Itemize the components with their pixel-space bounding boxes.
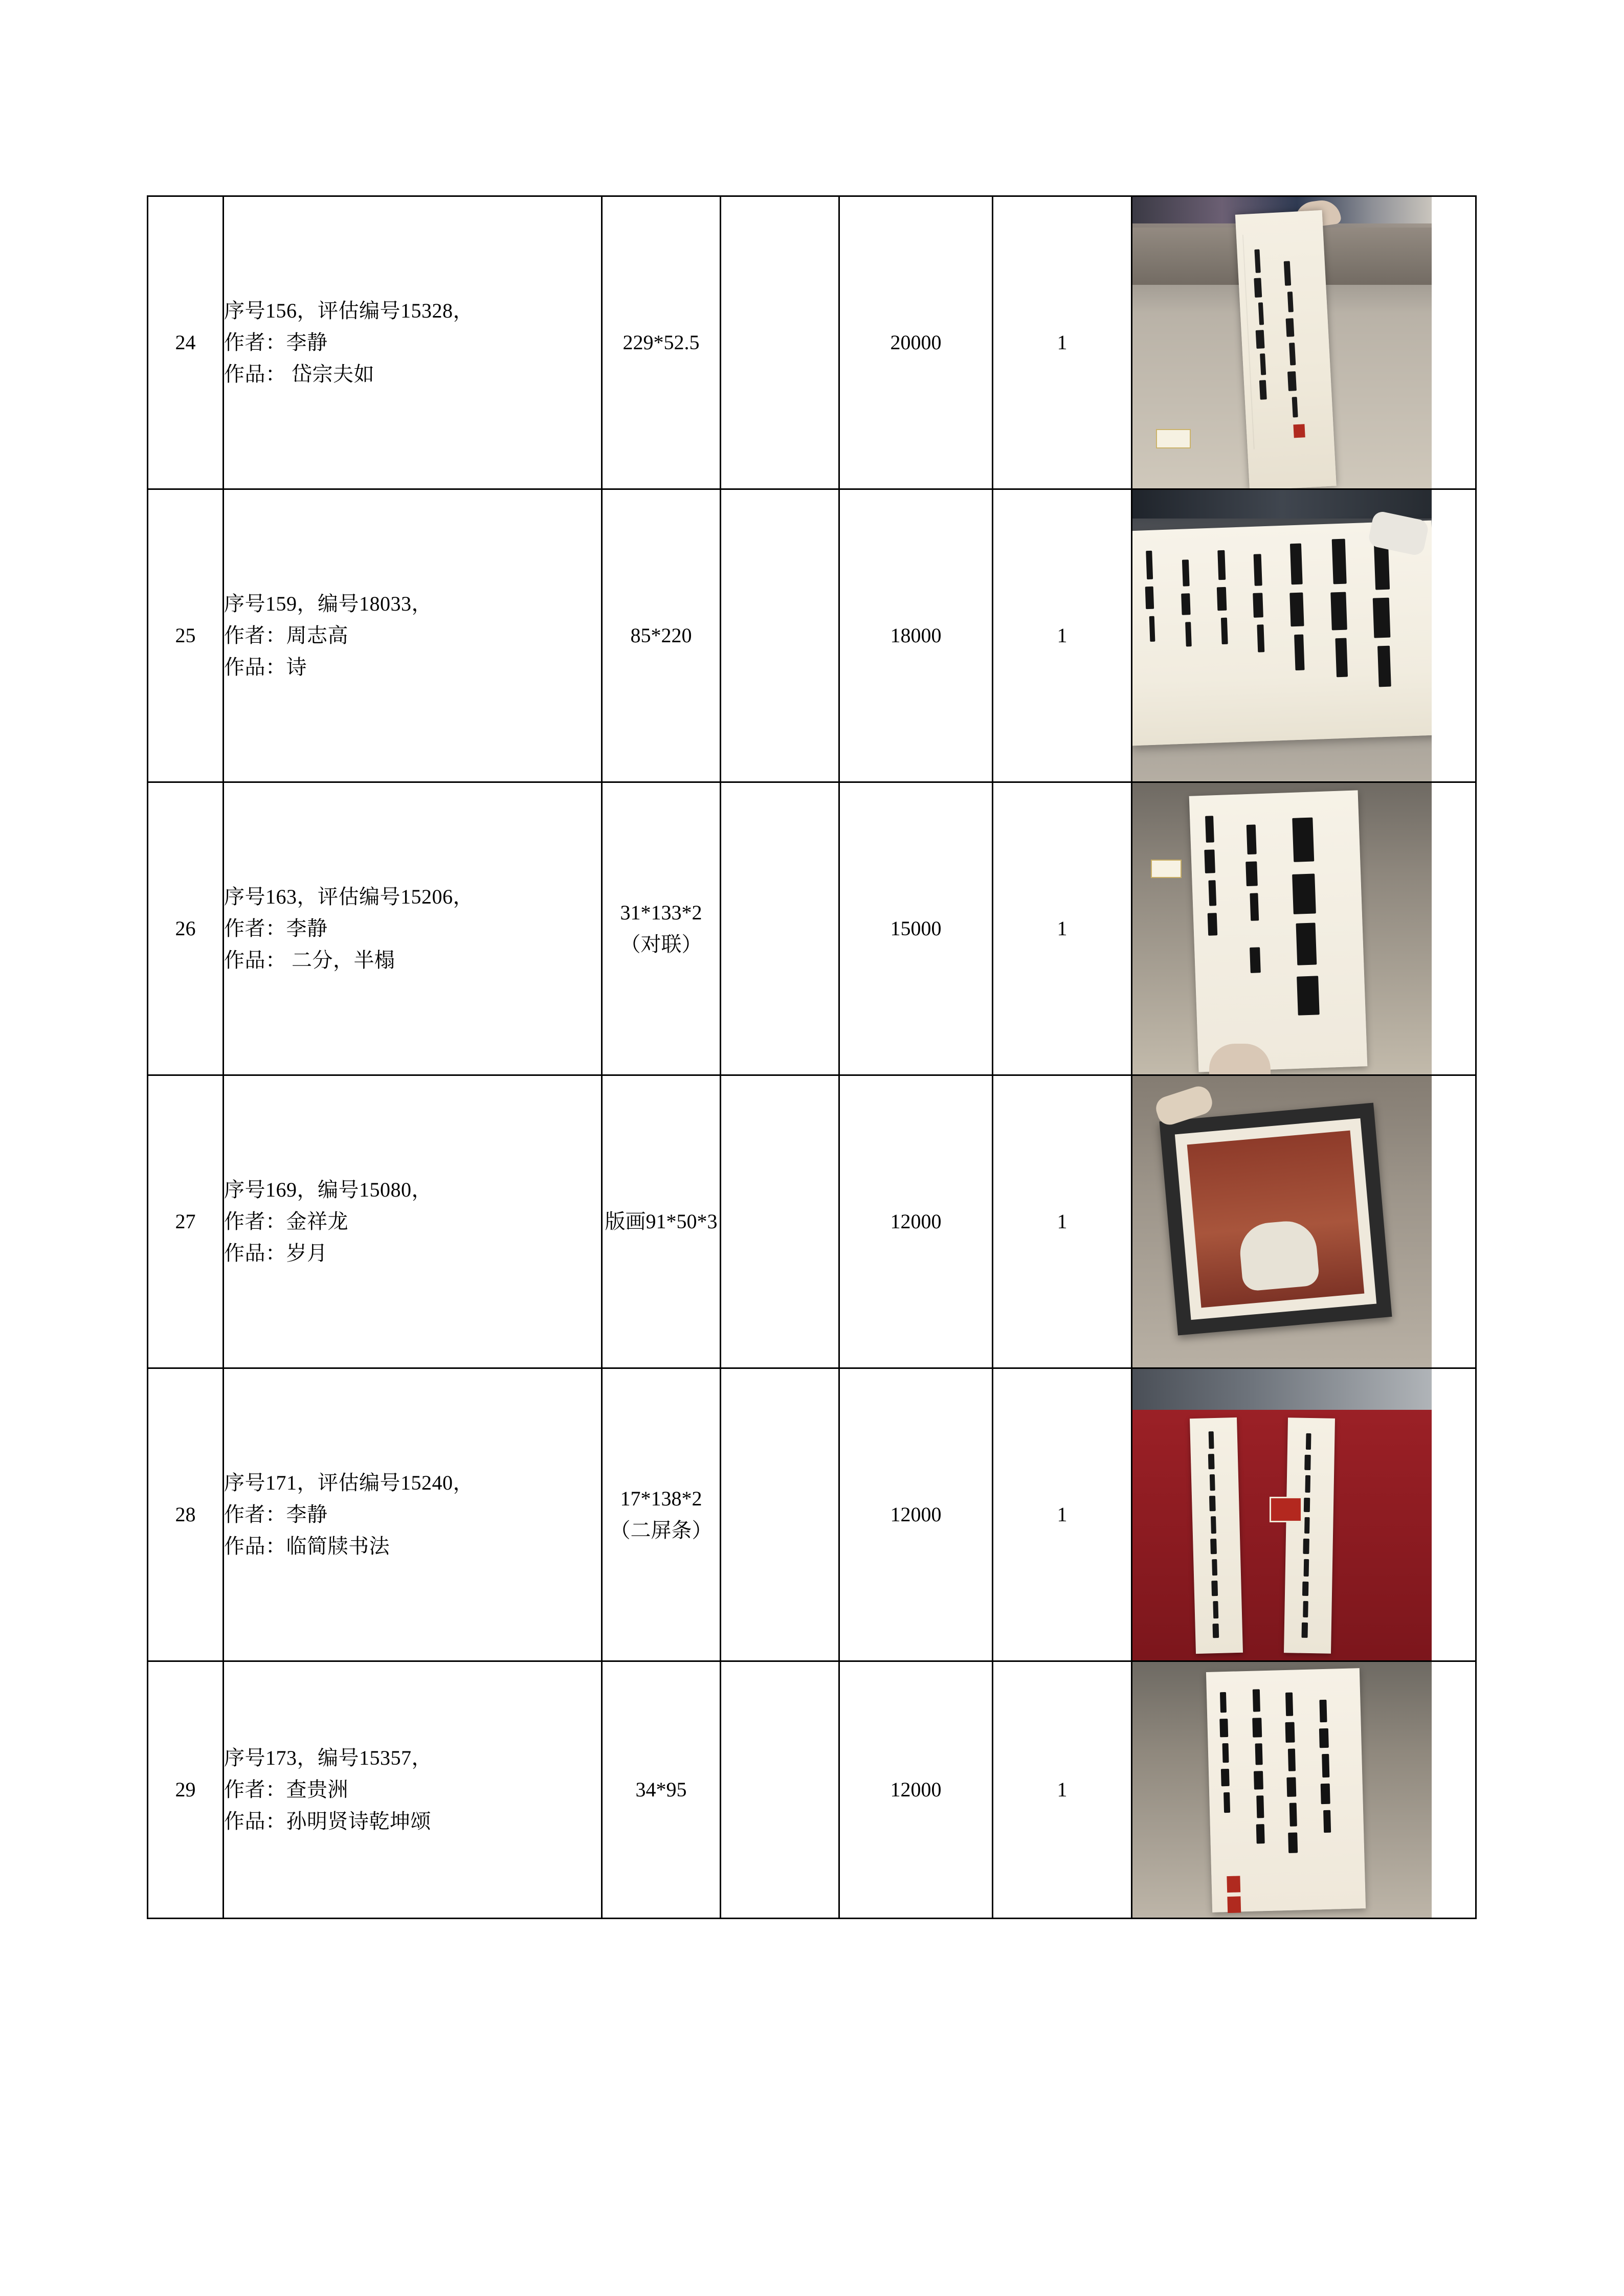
row-trailing-cell	[1431, 1368, 1476, 1661]
desc-line-1: 序号156，评估编号15328，	[224, 299, 474, 322]
row-blank-cell	[721, 782, 839, 1075]
desc-line-1: 序号163，评估编号15206，	[224, 885, 474, 908]
desc-line-3: 作品：诗	[224, 656, 307, 679]
framed-print-photo	[1132, 1076, 1432, 1367]
desc-line-3: 作品：岁月	[224, 1242, 328, 1265]
wide-calligraphy-sheet-photo	[1132, 490, 1432, 781]
row-size: 34*95	[602, 1661, 721, 1919]
desc-line-3: 作品：临简牍书法	[224, 1535, 390, 1558]
red-banner-strips-photo	[1132, 1369, 1432, 1660]
row-trailing-cell	[1431, 1075, 1476, 1368]
couplet-scroll-photo	[1132, 783, 1432, 1074]
desc-line-3: 作品： 二分，半榻	[224, 949, 395, 972]
row-trailing-cell	[1431, 782, 1476, 1075]
row-trailing-cell	[1431, 489, 1476, 782]
row-price: 18000	[839, 489, 993, 782]
row-image-cell	[1132, 489, 1431, 782]
desc-line-3: 作品： 岱宗夫如	[224, 363, 374, 386]
desc-line-1: 序号169，编号15080，	[224, 1178, 432, 1201]
row-size: 31*133*2（对联）	[602, 782, 721, 1075]
row-description	[224, 1368, 602, 1661]
table-row	[148, 489, 1476, 782]
desc-line-2: 作者：周志高	[224, 624, 348, 647]
row-blank-cell	[721, 489, 839, 782]
row-quantity: 1	[993, 1368, 1132, 1661]
row-size: 版画91*50*3	[602, 1075, 721, 1368]
row-index: 29	[148, 1661, 224, 1919]
row-price: 15000	[839, 782, 993, 1075]
row-quantity: 1	[993, 196, 1132, 489]
table-row	[148, 1368, 1476, 1661]
row-size: 85*220	[602, 489, 721, 782]
table-row	[148, 196, 1476, 489]
row-index: 27	[148, 1075, 224, 1368]
row-index: 25	[148, 489, 224, 782]
row-description	[224, 489, 602, 782]
row-blank-cell	[721, 1368, 839, 1661]
table-row	[148, 782, 1476, 1075]
hanging-scroll-calligraphy-photo	[1132, 197, 1432, 488]
desc-line-3: 作品：孙明贤诗乾坤颂	[224, 1810, 431, 1833]
row-image-cell	[1132, 1661, 1431, 1919]
row-quantity: 1	[993, 1075, 1132, 1368]
row-price: 12000	[839, 1661, 993, 1919]
row-quantity: 1	[993, 1661, 1132, 1919]
row-index: 28	[148, 1368, 224, 1661]
row-size: 229*52.5	[602, 196, 721, 489]
desc-line-2: 作者：查贵洲	[224, 1778, 348, 1801]
vertical-calligraphy-scroll-photo	[1132, 1662, 1432, 1918]
row-blank-cell	[721, 1075, 839, 1368]
row-size: 17*138*2（二屏条）	[602, 1368, 721, 1661]
desc-line-2: 作者：李静	[224, 917, 328, 940]
row-price: 12000	[839, 1368, 993, 1661]
artwork-inventory-table-wrapper	[147, 195, 1475, 1919]
desc-line-1: 序号171，评估编号15240，	[224, 1471, 474, 1494]
row-trailing-cell	[1431, 1661, 1476, 1919]
row-quantity: 1	[993, 782, 1132, 1075]
row-description	[224, 782, 602, 1075]
row-quantity: 1	[993, 489, 1132, 782]
row-image-cell	[1132, 196, 1431, 489]
row-image-cell	[1132, 782, 1431, 1075]
table-row	[148, 1661, 1476, 1919]
row-price: 20000	[839, 196, 993, 489]
row-trailing-cell	[1431, 196, 1476, 489]
desc-line-2: 作者：李静	[224, 1503, 328, 1526]
row-description	[224, 1661, 602, 1919]
desc-line-1: 序号173，编号15357，	[224, 1746, 432, 1769]
row-blank-cell	[721, 196, 839, 489]
desc-line-1: 序号159，编号18033，	[224, 592, 432, 615]
row-description	[224, 1075, 602, 1368]
row-index: 24	[148, 196, 224, 489]
desc-line-2: 作者：李静	[224, 331, 328, 354]
row-index: 26	[148, 782, 224, 1075]
table-row	[148, 1075, 1476, 1368]
desc-line-2: 作者：金祥龙	[224, 1210, 348, 1233]
row-description	[224, 196, 602, 489]
artwork-inventory-table	[147, 195, 1477, 1919]
row-image-cell	[1132, 1075, 1431, 1368]
row-price: 12000	[839, 1075, 993, 1368]
row-blank-cell	[721, 1661, 839, 1919]
row-image-cell	[1132, 1368, 1431, 1661]
